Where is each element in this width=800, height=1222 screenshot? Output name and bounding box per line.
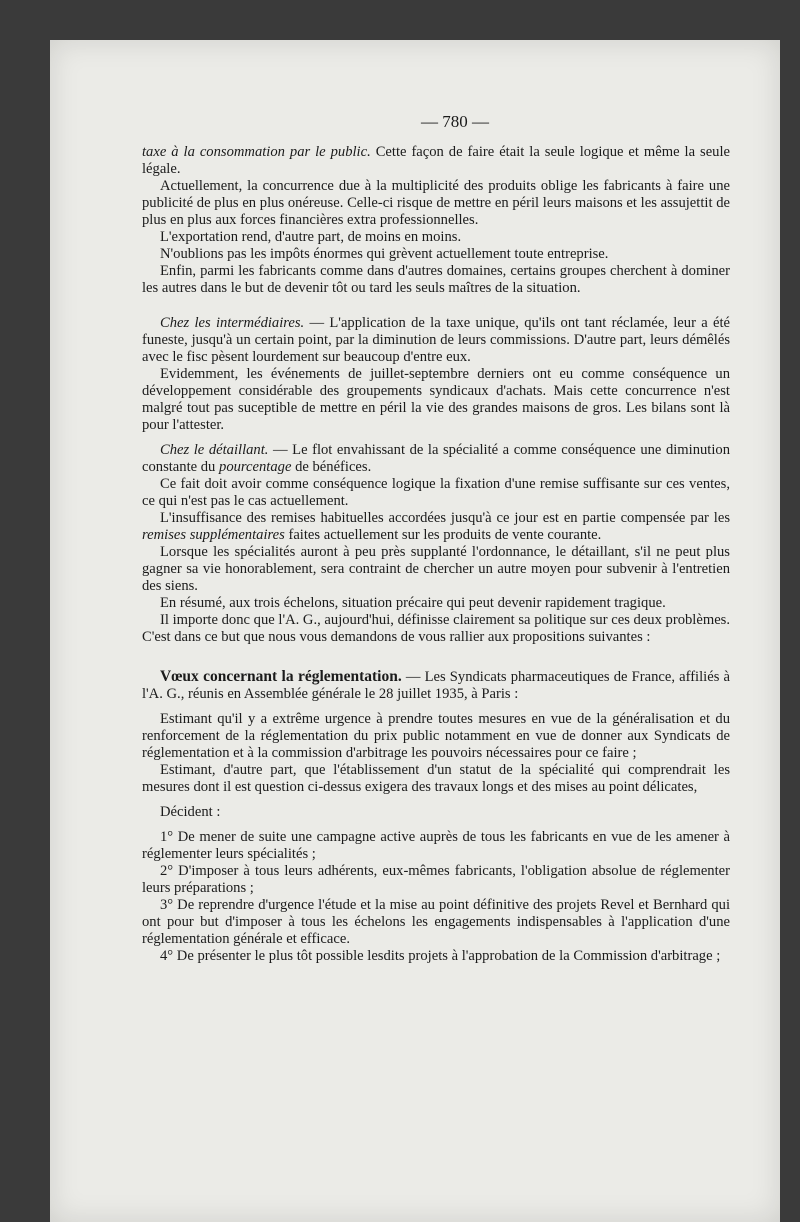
paragraph-intermediaires: Chez les intermédiaires. — L'application de la taxe unique, qu'ils ont tant réclamée, leur a été funeste, jusqu'à un certain point, par la diminution de leurs commissions. D'autre part, leurs démêlés avec le fisc pèsent lourdement sur beaucoup d'entre eux. — [142, 315, 730, 365]
paragraph-7: Evidemment, les événements de juillet-septembre derniers ont eu comme conséquence un développement considérable des groupements syndicaux d'achats. Mais cette concurrence n'est malgré tout pas suceptible de mettre en péril la vie des grandes maisons de gros. Les bilans sont là pour l'attester. — [142, 366, 730, 433]
paragraph-13: Il importe donc que l'A. G., aujourd'hui, définisse clairement sa politique sur ces deux problèmes. C'est dans ce but que nous vous demandons de vous rallier aux propositions suivantes : — [142, 612, 730, 645]
body-text — [142, 144, 730, 965]
paragraph-16: Estimant, d'autre part, que l'établissement d'un statut de la spécialité qui comprendrait les mesures dont il est question ci-dessus exigera des travaux longs et des mises au point délicates, — [142, 762, 730, 795]
page-number: — 780 — — [421, 112, 489, 131]
document-page — [50, 40, 780, 1222]
paragraph-2: Actuellement, la concurrence due à la multiplicité des produits oblige les fabricants à faire une publicité de plus en plus onéreuse. Celle-ci risque de mettre en péril leurs maisons et les assujettit de plus en plus aux forces financières extra professionnelles. — [142, 178, 730, 228]
paragraph-15: Estimant qu'il y a extrême urgence à prendre toutes mesures en vue de la généralisation et du renforcement de la réglementation du prix public notamment en vue de donner aux Syndicats de réglementation et à la commission d'arbitrage les pouvoirs nécessaires pour ce faire ; — [142, 711, 730, 761]
paragraph-4: N'oublions pas les impôts énormes qui grèvent actuellement toute entreprise. — [160, 246, 609, 262]
paragraph-detaillant: Chez le détaillant. — Le flot envahissant de la spécialité a comme conséquence une diminution constante du pourcentage de bénéfices. — [142, 442, 731, 475]
paragraph-3: L'exportation rend, d'autre part, de moins en moins. — [160, 229, 462, 245]
paragraph-1: taxe à la consommation par le public. Cette façon de faire était la seule logique et même la seule légale. — [142, 144, 730, 177]
list-item-2: 2° D'imposer à tous leurs adhérents, eux-mêmes fabricants, l'obligation absolue de réglementer leurs préparations ; — [142, 863, 730, 896]
paragraph-5: Enfin, parmi les fabricants comme dans d'autres domaines, certains groupes cherchent à dominer les autres dans le but de devenir tôt ou tard les seuls maîtres de la situation. — [142, 263, 730, 296]
section-heading: Vœux concernant la réglementation. — [160, 668, 402, 685]
section-voeux: Vœux concernant la réglementation. — Les Syndicats pharmaceutiques de France, affiliés à l'A. G., réunis en Assemblée générale le 28 juillet 1935, à Paris : — [142, 668, 730, 702]
list-item-1: 1° De mener de suite une campagne active auprès de tous les fabricants en vue de les amener à réglementer leurs spécialités ; — [142, 829, 730, 862]
paragraph-11: Lorsque les spécialités auront à peu près supplanté l'ordonnance, le détaillant, s'il ne peut plus gagner sa vie honorablement, sera contraint de chercher un autre moyen pour subvenir à l'entretien des siens. — [142, 544, 730, 594]
list-item-3: 3° De reprendre d'urgence l'étude et la mise au point définitive des projets Revel et Bernhard qui ont pour but d'imposer à tous les échelons les engagements indispensables à l'application d'une réglementation générale et efficace. — [142, 897, 730, 947]
paragraph-10: L'insuffisance des remises habituelles accordées jusqu'à ce jour est en partie compensée par les remises supplémentaires faites actuellement sur les produits de vente courante. — [142, 510, 730, 543]
paragraph-9: Ce fait doit avoir comme conséquence logique la fixation d'une remise suffisante sur ces ventes, ce qui n'est pas le cas actuellement. — [142, 476, 730, 509]
paragraph-12: En résumé, aux trois échelons, situation précaire qui peut devenir rapidement tragique. — [160, 595, 666, 611]
paragraph-decident: Décident : — [160, 804, 221, 820]
list-item-4: 4° De présenter le plus tôt possible lesdits projets à l'approbation de la Commission d'arbitrage ; — [160, 948, 721, 964]
